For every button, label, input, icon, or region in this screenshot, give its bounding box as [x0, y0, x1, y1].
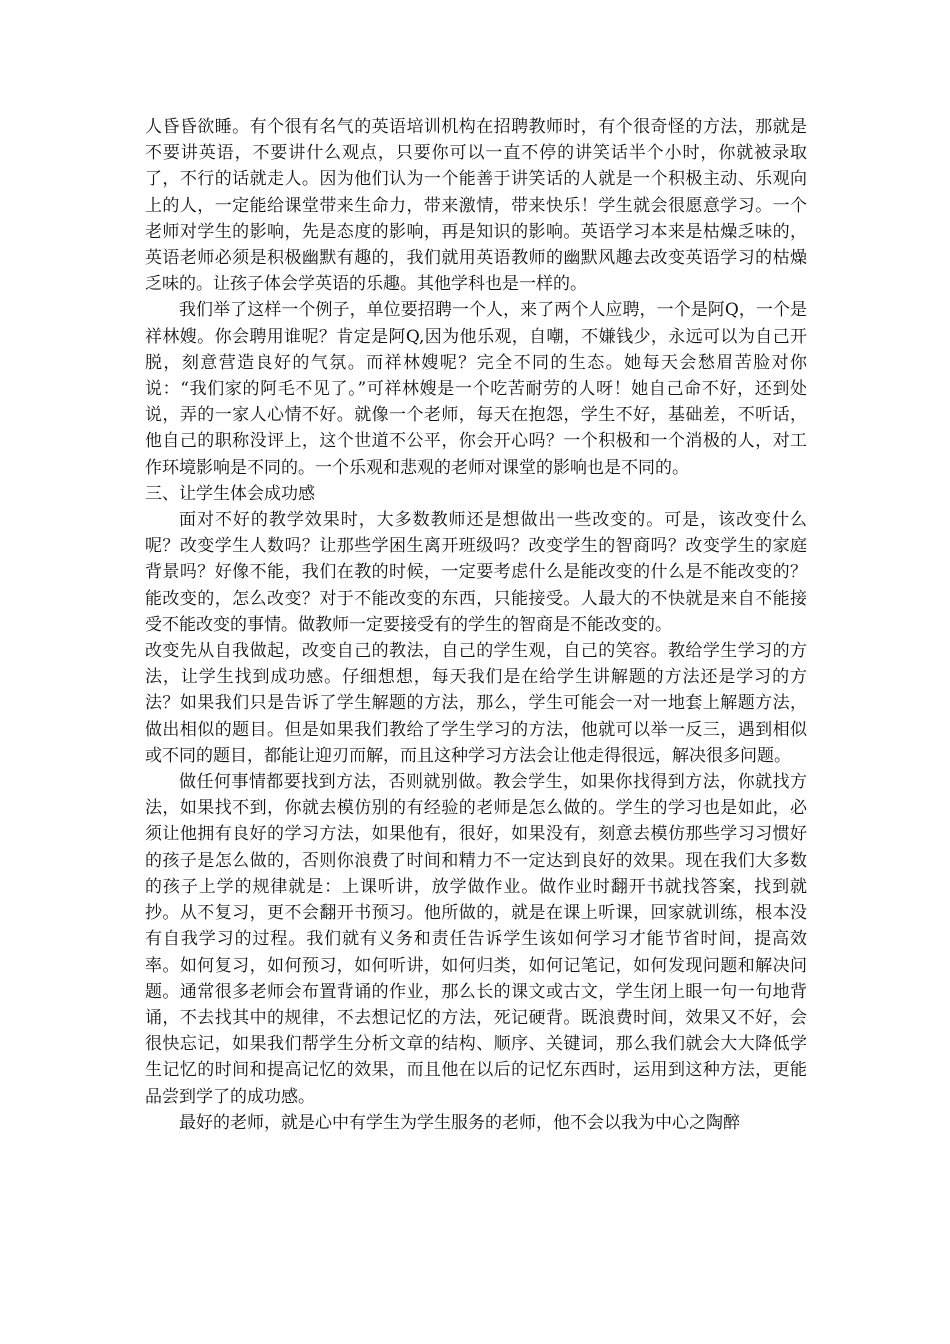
paragraph-5: 做任何事情都要找到方法，否则就别做。教会学生，如果你找得到方法，你就找方法，如果找不到，你就去模仿别的有经验的老师是怎么做的。学生的学习也是如此，必须让他拥有良好的学习方法，如果他有，很好，如果没有，刻意去模仿那些学习习惯好的孩子是怎么做的，否则你浪费了时间和精力不一定达到良好的效果。现在我们大多数的孩子上学的规律就是：上课听讲，放学做作业。做作业时翻开书就找答案，找到就抄。从不复习，更不会翻开书预习。他所做的，就是在课上听课，回家就训练，根本没有自我学习的过程。我们就有义务和责任告诉学生该如何学习才能节省时间，提高效率。如何复习，如何预习，如何听讲，如何归类，如何记笔记，如何发现问题和解决问题。通常很多老师会布置背诵的作业，那么长的课文或古文，学生闭上眼一句一句地背诵，不去找其中的规律，不去想记忆的方法，死记硬背。既浪费时间，效果又不好，会很快忘记，如果我们帮学生分析文章的结构、顺序、关键词，那么我们就会大大降低学生记忆的时间和提高记忆的效果，而且他在以后的记忆东西时，运用到这种方法，更能品尝到学了的成功感。: [145, 772, 807, 1107]
paragraph-6: 最好的老师，就是心中有学生为学生服务的老师，他不会以我为中心之陶醉: [179, 1112, 740, 1133]
paragraph-4: 改变先从自我做起，改变自己的教法，自己的学生观，自己的笑容。教给学生学习的方法，让学生找到成功感。仔细想想，每天我们是在给学生讲解题的方法还是学习的方法？如果我们只是告诉了学生解题的方法，那么，学生可能会一对一地套上解题方法，做出相似的题目。但是如果我们教给了学生学习的方法，他就可以举一反三，遇到相似或不同的题目，都能让迎刃而解，而且这种学习方法会让他走得很远，解决很多问题。: [145, 641, 807, 766]
document-body: [145, 114, 807, 1136]
paragraph-2: 我们举了这样一个例子，单位要招聘一个人，来了两个人应聘，一个是阿Q，一个是祥林嫂。你会聘用谁呢？肯定是阿Q,因为他乐观，自嘲，不嫌钱少，永远可以为自己开脱，刻意营造良好的气氛。而祥林嫂呢？完全不同的生态。她每天会愁眉苦脸对你说：“我们家的阿毛不见了。”可祥林嫂是一个吃苦耐劳的人呀！她自己命不好，还到处说，弄的一家人心情不好。就像一个老师，每天在抱怨，学生不好，基础差，不听话，他自己的职称没评上，这个世道不公平，你会开心吗？一个积极和一个消极的人，对工作环境影响是不同的。一个乐观和悲观的老师对课堂的影响也是不同的。: [145, 300, 807, 478]
paragraph-1: 人昏昏欲睡。有个很有名气的英语培训机构在招聘教师时，有个很奇怪的方法，那就是不要讲英语，不要讲什么观点，只要你可以一直不停的讲笑话半个小时，你就被录取了，不行的话就走人。因为他们认为一个能善于讲笑话的人就是一个积极主动、乐观向上的人，一定能给课堂带来生命力，带来激情，带来快乐！学生就会很愿意学习。一个老师对学生的影响，先是态度的影响，再是知识的影响。英语学习本来是枯燥乏味的，英语老师必须是积极幽默有趣的，我们就用英语教师的幽默风趣去改变英语学习的枯燥乏味的。让孩子体会学英语的乐趣。其他学科也是一样的。: [145, 117, 807, 295]
section-heading: 三、让学生体会成功感: [145, 483, 315, 504]
paragraph-3: 面对不好的教学效果时，大多数教师还是想做出一些改变的。可是，该改变什么呢？改变学生人数吗？让那些学困生离开班级吗？改变学生的智商吗？改变学生的家庭背景吗？好像不能，我们在教的时候，一定要考虑什么是能改变的什么是不能改变的？能改变的，怎么改变？对于不能改变的东西，只能接受。人最大的不快就是来自不能接受不能改变的事情。做教师一定要接受有的学生的智商是不能改变的。: [145, 510, 807, 635]
